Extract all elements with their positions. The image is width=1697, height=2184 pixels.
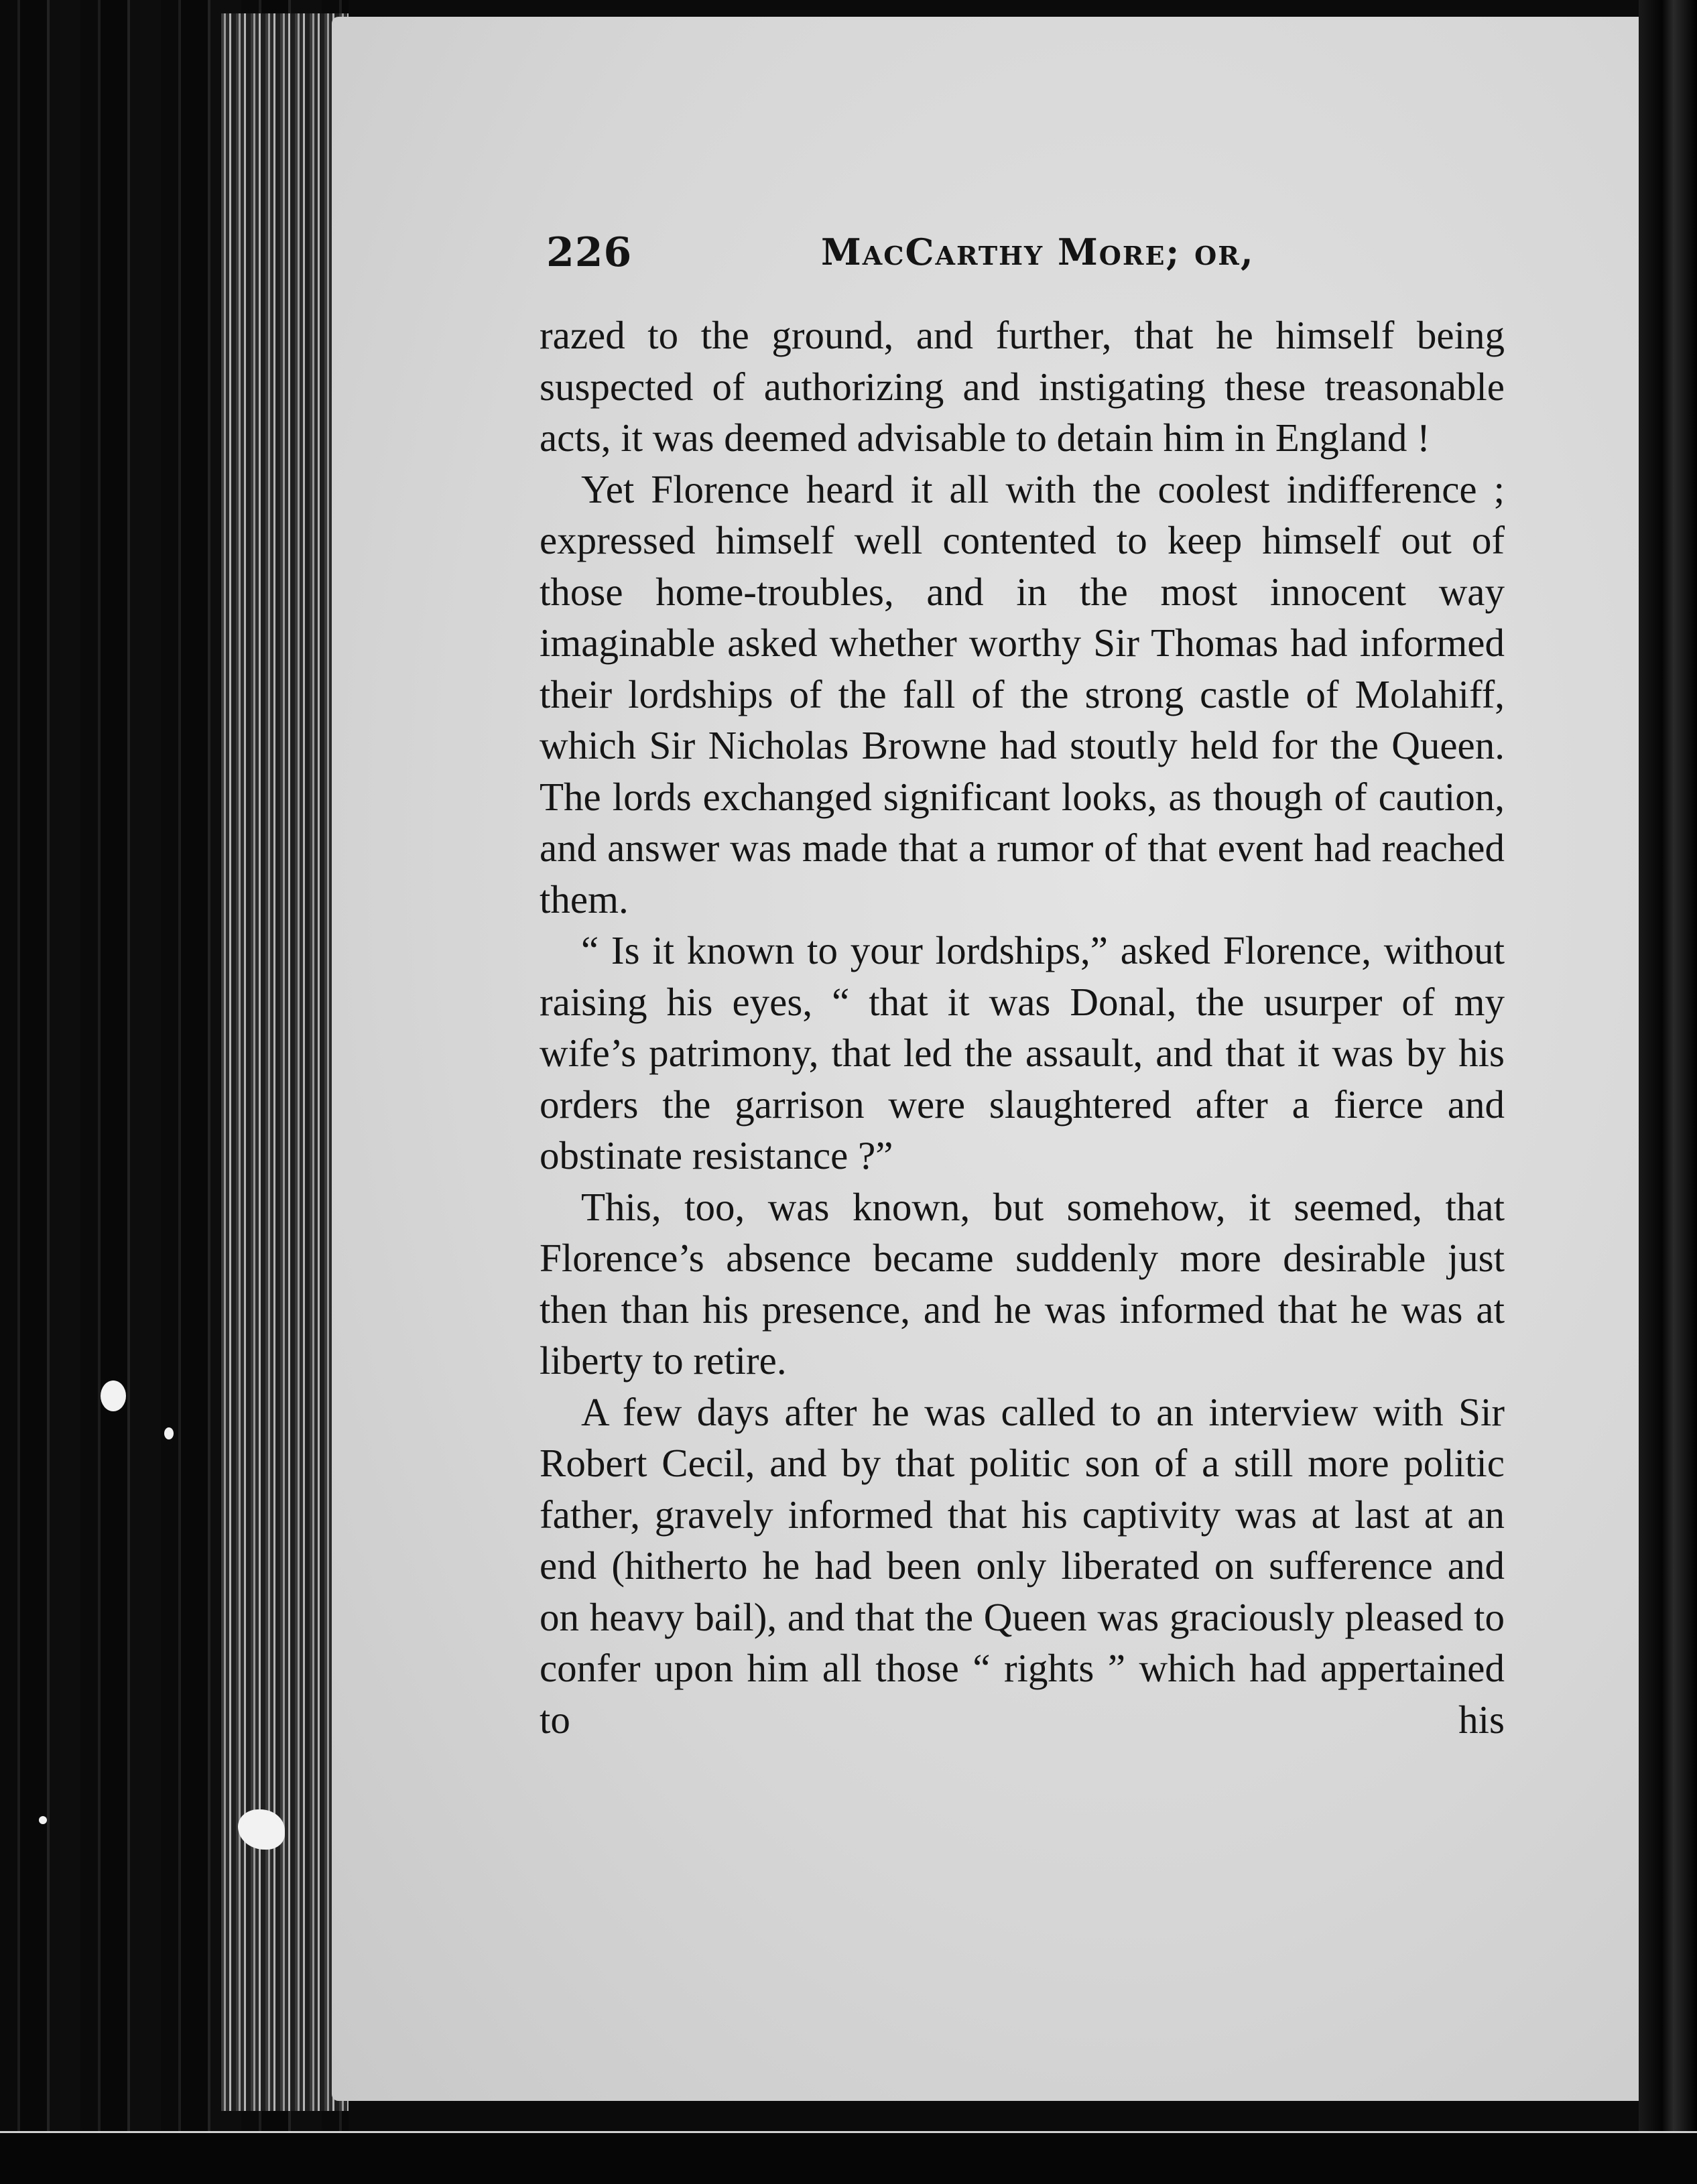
- page-body: [540, 310, 1505, 1745]
- running-title: MacCarthy More; or,: [821, 231, 1255, 273]
- paragraph: This, too, was known, but somehow, it seemed, that Florence’s absence became suddenly more desirable just then than his presence, and he was informed that he was at liberty to retire.: [540, 1184, 1505, 1383]
- scan-bottom-band: [0, 2131, 1697, 2184]
- scan-speck: [101, 1380, 126, 1411]
- page-header: [546, 221, 1511, 288]
- scan-speck: [39, 1816, 47, 1824]
- paragraph: A few days after he was called to an interview with Sir Robert Cecil, and by that politic son of a still more politic father, gravely informed that his captivity was at last at an end (hitherto he had been only liberated on sufference and on heavy bail), and that the Queen was graciously pleased to confer upon him all those “ rights ” which had appertained to his: [540, 1389, 1505, 1742]
- paragraph: “ Is it known to your lordships,” asked Florence, without raising his eyes, “ that it was Donal, the usurper of my wife’s patrimony, that led the assault, and that it was by his orders the garrison were slaughtered after a fierce and obstinate resistance ?”: [540, 928, 1505, 1177]
- book-page-edges: [221, 13, 349, 2111]
- paragraph: razed to the ground, and further, that he himself being suspected of authorizing and instigating these treasonable acts, it was deemed advisable to detain him in England !: [540, 313, 1505, 460]
- paragraph: Yet Florence heard it all with the coolest indifference ; expressed himself well contented to keep himself out of those home-troubles, and in the most innocent way imaginable asked whether worthy Sir Thomas had informed their lordships of the fall of the strong castle of Molahiff, which Sir Nicholas Browne had stoutly held for the Queen. The lords exchanged significant looks, as though of caution, and answer was made that a rumor of that event had reached them.: [540, 466, 1505, 921]
- scan-speck: [164, 1427, 174, 1439]
- page-number: 226: [546, 229, 633, 276]
- scan-right-edge: [1639, 0, 1697, 2182]
